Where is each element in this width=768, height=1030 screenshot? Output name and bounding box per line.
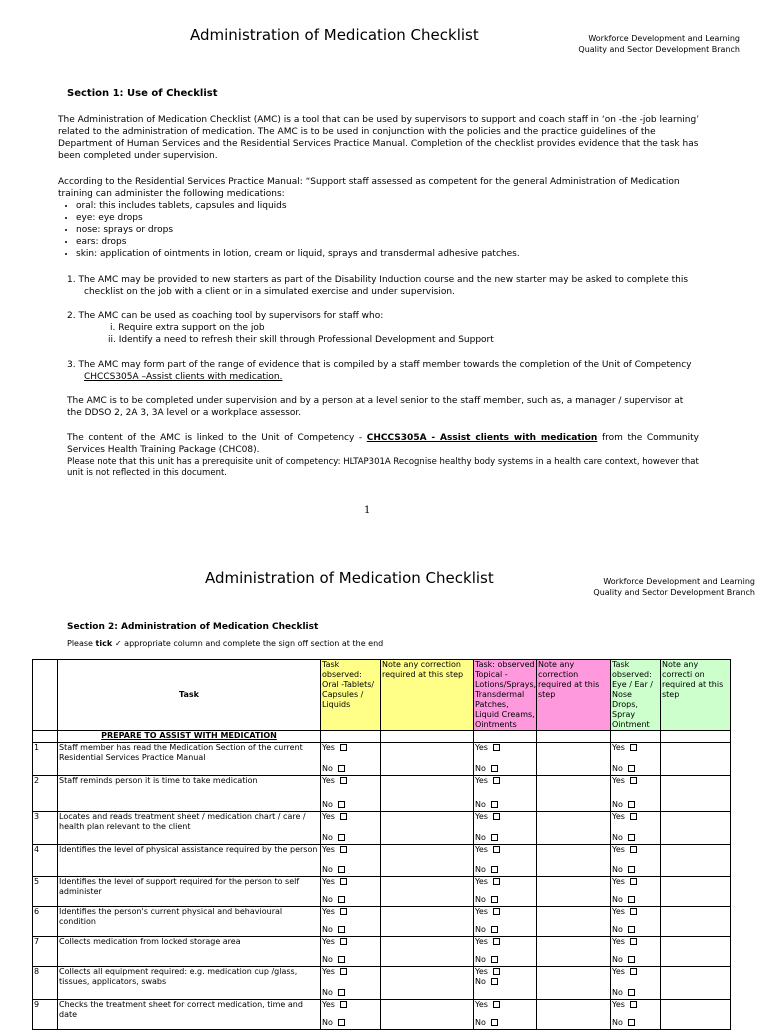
- no-option[interactable]: [475, 955, 535, 965]
- eye-observed-cell: [611, 1000, 661, 1030]
- row-number: 1: [33, 743, 58, 776]
- branch-line1: Workforce Development and Learning: [588, 34, 740, 43]
- yes-option[interactable]: [475, 743, 535, 753]
- checkbox-icon[interactable]: [493, 968, 500, 975]
- no-label: No: [475, 1018, 486, 1027]
- page2-branch: [555, 576, 755, 598]
- page2-title: Administration of Medication Checklist: [205, 569, 494, 587]
- competency-text: The content of the AMC is linked to the Unit of Competency -: [67, 433, 367, 443]
- checkbox-icon[interactable]: [338, 1019, 345, 1026]
- page-number: 1: [364, 505, 371, 516]
- yes-option[interactable]: [475, 877, 535, 887]
- correction-note-cell: [381, 937, 474, 967]
- checkbox-icon[interactable]: [340, 846, 347, 853]
- yes-option[interactable]: [612, 743, 659, 753]
- correction-note-cell: [381, 967, 474, 1000]
- correction-note-cell: [381, 877, 474, 907]
- yes-option[interactable]: [612, 937, 659, 947]
- yes-label: Yes: [612, 937, 625, 946]
- correction-note-cell: [661, 967, 731, 1000]
- numbered-item-2-ii: ii. Identify a need to refresh their skill through Professional Development and Support: [108, 335, 494, 345]
- section-cell: [321, 731, 381, 743]
- numbered-item-2: 2. The AMC can be used as coaching tool by supervisors for staff who:: [67, 311, 384, 321]
- no-label: No: [322, 800, 333, 809]
- no-option[interactable]: [322, 925, 379, 935]
- no-label: No: [475, 955, 486, 964]
- row-number: 3: [33, 812, 58, 845]
- yes-option[interactable]: [612, 967, 659, 977]
- correction-note-cell: [537, 907, 611, 937]
- branch-line2: Quality and Sector Development Branch: [578, 45, 740, 54]
- no-option[interactable]: [612, 988, 659, 998]
- checkbox-icon[interactable]: [338, 989, 345, 996]
- tick-instruction: [67, 639, 383, 648]
- no-option[interactable]: [475, 800, 535, 810]
- checkbox-icon[interactable]: [338, 801, 345, 808]
- no-option[interactable]: [322, 1018, 379, 1028]
- correction-note-cell: [381, 812, 474, 845]
- topical-observed-cell: [474, 1000, 537, 1030]
- yes-label: Yes: [475, 812, 488, 821]
- correction-note-cell: [661, 776, 731, 812]
- eye-observed-cell: [611, 776, 661, 812]
- checkbox-icon[interactable]: [338, 926, 345, 933]
- checkbox-icon[interactable]: [630, 878, 637, 885]
- yes-label: Yes: [612, 1000, 625, 1009]
- yes-label: Yes: [322, 812, 335, 821]
- task-description: Collects all equipment required: e.g. medication cup /glass, tissues, applicators, swabs: [58, 967, 321, 1000]
- no-label: No: [322, 833, 333, 842]
- oral-observed-cell: [321, 776, 381, 812]
- header-note-1: Note any correction required at this step: [381, 660, 474, 731]
- checkbox-icon[interactable]: [340, 1001, 347, 1008]
- checkbox-icon[interactable]: [630, 813, 637, 820]
- checkbox-icon[interactable]: [493, 908, 500, 915]
- header-note-2: Note any correction required at this step: [537, 660, 611, 731]
- checkbox-icon[interactable]: [491, 926, 498, 933]
- topical-observed-cell: [474, 743, 537, 776]
- checkbox-icon[interactable]: [340, 813, 347, 820]
- checkbox-icon[interactable]: [340, 744, 347, 751]
- row-number: 9: [33, 1000, 58, 1030]
- topical-observed-cell: [474, 907, 537, 937]
- no-option[interactable]: [612, 800, 659, 810]
- no-label: No: [322, 988, 333, 997]
- table-row: [33, 937, 731, 967]
- yes-option[interactable]: [612, 877, 659, 887]
- eye-observed-cell: [611, 743, 661, 776]
- checkbox-icon[interactable]: [491, 978, 498, 985]
- table-row: [33, 967, 731, 1000]
- checkbox-icon[interactable]: [340, 968, 347, 975]
- no-label: No: [322, 955, 333, 964]
- no-option[interactable]: [612, 925, 659, 935]
- section-cell: [537, 731, 611, 743]
- section-cell: [611, 731, 661, 743]
- table-row: [33, 877, 731, 907]
- yes-label: Yes: [475, 937, 488, 946]
- branch-line1: Workforce Development and Learning: [603, 577, 755, 586]
- oral-observed-cell: [321, 1000, 381, 1030]
- yes-option[interactable]: [322, 1000, 379, 1010]
- table-row: [33, 845, 731, 877]
- checkbox-icon[interactable]: [628, 834, 635, 841]
- no-label: No: [612, 988, 623, 997]
- no-label: No: [322, 895, 333, 904]
- no-label: No: [475, 833, 486, 842]
- correction-note-cell: [661, 812, 731, 845]
- header-blank: [33, 660, 58, 731]
- page1-title: Administration of Medication Checklist: [190, 26, 479, 44]
- header-eye: Task observed: Eye / Ear / Nose Drops, Spray Ointment: [611, 660, 661, 731]
- yes-label: Yes: [322, 845, 335, 854]
- no-label: No: [475, 764, 486, 773]
- eye-observed-cell: [611, 845, 661, 877]
- yes-option[interactable]: [612, 776, 659, 786]
- yes-label: Yes: [612, 877, 625, 886]
- yes-label: Yes: [612, 776, 625, 785]
- checkbox-icon[interactable]: [340, 777, 347, 784]
- no-option[interactable]: [612, 955, 659, 965]
- yes-label: Yes: [322, 967, 335, 976]
- yes-label: Yes: [322, 776, 335, 785]
- yes-option[interactable]: [475, 907, 535, 917]
- no-option[interactable]: [475, 895, 535, 905]
- no-option[interactable]: [322, 800, 379, 810]
- checkbox-icon[interactable]: [491, 765, 498, 772]
- no-label: No: [322, 925, 333, 934]
- header-topical: Task: observed Topical - Lotions/Sprays, Transdermal Patches, Liquid Creams, Ointments: [475, 660, 537, 729]
- checkbox-icon[interactable]: [491, 896, 498, 903]
- checkbox-icon[interactable]: [491, 801, 498, 808]
- eye-observed-cell: [611, 967, 661, 1000]
- no-option[interactable]: [475, 1018, 535, 1028]
- item3-text: 3. The AMC may form part of the range of evidence that is compiled by a staff member towards the completion of the Unit of Competency: [67, 360, 692, 370]
- supervision-paragraph: The AMC is to be completed under supervision and by a person at a level senior to the staff member, such as, a manager / supervisor at the DDSO 2, 2A 3, 3A level or a workplace assessor.: [67, 396, 684, 418]
- section-cell: [474, 731, 537, 743]
- row-number: 8: [33, 967, 58, 1000]
- correction-note-cell: [537, 743, 611, 776]
- manual-quote: According to the Residential Services Practice Manual: “Support staff assessed as competent for the general Administration of Medication training can administer the following medications:: [58, 177, 680, 199]
- topical-observed-cell: [474, 845, 537, 877]
- branch-line2: Quality and Sector Development Branch: [593, 588, 755, 597]
- task-description: Staff member has read the Medication Section of the current Residential Services Practice Manual: [58, 743, 321, 776]
- yes-option[interactable]: [612, 907, 659, 917]
- no-label: No: [322, 764, 333, 773]
- checkbox-icon[interactable]: [493, 846, 500, 853]
- instruction-text-end: appropriate column and complete the sign off section at the end: [121, 639, 384, 648]
- checkbox-icon[interactable]: [340, 908, 347, 915]
- no-option[interactable]: [475, 977, 535, 987]
- list-item: • skin: application of ointments in lotion, cream or liquid, sprays and transdermal adhesive patches.: [76, 248, 730, 260]
- no-label: No: [612, 895, 623, 904]
- oral-observed-cell: [321, 967, 381, 1000]
- oral-observed-cell: [321, 877, 381, 907]
- yes-option[interactable]: [322, 907, 379, 917]
- yes-label: Yes: [612, 743, 625, 752]
- numbered-item-2-i: i. Require extra support on the job: [110, 323, 265, 333]
- topical-observed-cell: [474, 967, 537, 1000]
- correction-note-cell: [661, 877, 731, 907]
- no-label: No: [612, 925, 623, 934]
- row-number: 4: [33, 845, 58, 877]
- oral-observed-cell: [321, 937, 381, 967]
- prepare-section-label: PREPARE TO ASSIST WITH MEDICATION: [58, 731, 321, 743]
- correction-note-cell: [537, 937, 611, 967]
- no-option[interactable]: [475, 865, 535, 875]
- topical-observed-cell: [474, 812, 537, 845]
- section-row-blank: [33, 731, 58, 743]
- correction-note-cell: [537, 1000, 611, 1030]
- checkbox-icon[interactable]: [491, 866, 498, 873]
- yes-option[interactable]: [322, 967, 379, 977]
- intro-paragraph: The Administration of Medication Checklist (AMC) is a tool that can be used by supervisors to support and coach staff in ‘on -the -job learning’ related to the administration of medication. The AMC is to be used in conjunction with the policies and the practice guidelines of the Department of Human Services and the Residential Services Practice Manual. Completion of the checklist provides evidence that the task has been completed under supervision.: [58, 115, 700, 161]
- table-row: [33, 776, 731, 812]
- yes-option[interactable]: [322, 845, 379, 855]
- table-row: [33, 812, 731, 845]
- correction-note-cell: [661, 1000, 731, 1030]
- oral-observed-cell: [321, 743, 381, 776]
- no-option[interactable]: [322, 833, 379, 843]
- topical-observed-cell: [474, 937, 537, 967]
- no-option[interactable]: [612, 865, 659, 875]
- correction-note-cell: [661, 937, 731, 967]
- correction-note-cell: [381, 845, 474, 877]
- checkbox-icon[interactable]: [338, 956, 345, 963]
- checkbox-icon[interactable]: [630, 744, 637, 751]
- competency-paragraph: [67, 432, 699, 456]
- section-cell: [661, 731, 731, 743]
- yes-label: Yes: [322, 907, 335, 916]
- yes-label: Yes: [475, 967, 488, 976]
- no-option[interactable]: [612, 1018, 659, 1028]
- checkbox-icon[interactable]: [493, 1001, 500, 1008]
- no-label: No: [475, 977, 486, 986]
- header-note-3: Note any correcti on required at this step: [661, 660, 731, 731]
- no-label: No: [612, 764, 623, 773]
- correction-note-cell: [381, 776, 474, 812]
- table-row: [33, 1000, 731, 1030]
- task-description: Identifies the level of physical assistance required by the person: [58, 845, 321, 877]
- yes-label: Yes: [322, 877, 335, 886]
- yes-option[interactable]: [475, 812, 535, 822]
- no-label: No: [475, 925, 486, 934]
- page1-branch: [540, 33, 740, 55]
- yes-label: Yes: [612, 812, 625, 821]
- checkbox-icon[interactable]: [338, 765, 345, 772]
- yes-label: Yes: [322, 1000, 335, 1009]
- no-label: No: [475, 895, 486, 904]
- checkbox-icon[interactable]: [628, 1019, 635, 1026]
- section2-heading: Section 2: Administration of Medication Checklist: [67, 622, 319, 632]
- checkbox-icon[interactable]: [493, 938, 500, 945]
- header-oral: Task observed: Oral -Tablets/ Capsules / Liquids: [321, 660, 381, 731]
- correction-note-cell: [537, 967, 611, 1000]
- row-number: 6: [33, 907, 58, 937]
- task-description: Checks the treatment sheet for correct medication, time and date: [58, 1000, 321, 1030]
- checkbox-icon[interactable]: [630, 1001, 637, 1008]
- correction-note-cell: [661, 743, 731, 776]
- no-label: No: [612, 865, 623, 874]
- yes-label: Yes: [322, 743, 335, 752]
- checkbox-icon[interactable]: [340, 878, 347, 885]
- task-description: Identifies the person's current physical and behavioural condition: [58, 907, 321, 937]
- correction-note-cell: [381, 1000, 474, 1030]
- competency-link[interactable]: CHCCS305A - Assist clients with medication: [366, 433, 598, 443]
- checkbox-icon[interactable]: [340, 938, 347, 945]
- topical-observed-cell: [474, 877, 537, 907]
- no-label: No: [612, 800, 623, 809]
- checkbox-icon[interactable]: [630, 846, 637, 853]
- checkbox-icon[interactable]: [338, 834, 345, 841]
- yes-label: Yes: [475, 776, 488, 785]
- checkbox-icon[interactable]: [493, 777, 500, 784]
- checkbox-icon[interactable]: [338, 866, 345, 873]
- task-header: Task: [58, 660, 321, 731]
- task-description: Collects medication from locked storage area: [58, 937, 321, 967]
- instruction-text: Please: [67, 639, 96, 648]
- no-option[interactable]: [475, 833, 535, 843]
- no-option[interactable]: [322, 988, 379, 998]
- checkbox-icon[interactable]: [630, 908, 637, 915]
- yes-option[interactable]: [475, 967, 535, 977]
- list-item: • eye: eye drops: [76, 212, 730, 224]
- no-label: No: [475, 800, 486, 809]
- list-item: • oral: this includes tablets, capsules and liquids: [76, 200, 730, 212]
- yes-option[interactable]: [475, 1000, 535, 1010]
- checkbox-icon[interactable]: [628, 956, 635, 963]
- checkbox-icon[interactable]: [628, 801, 635, 808]
- checkbox-icon[interactable]: [493, 744, 500, 751]
- yes-option[interactable]: [322, 743, 379, 753]
- numbered-item-1: 1. The AMC may be provided to new starters as part of the Disability Induction course and the new starter may be asked to complete this checklist on the job with a client or in a simulated exercise and under supervision.: [67, 275, 689, 297]
- section-row: [33, 731, 731, 743]
- checkbox-icon[interactable]: [491, 834, 498, 841]
- no-label: No: [475, 865, 486, 874]
- row-number: 2: [33, 776, 58, 812]
- no-option[interactable]: [322, 895, 379, 905]
- checkbox-icon[interactable]: [491, 956, 498, 963]
- yes-label: Yes: [475, 743, 488, 752]
- yes-label: Yes: [322, 937, 335, 946]
- no-label: No: [322, 1018, 333, 1027]
- correction-note-cell: [381, 907, 474, 937]
- yes-option[interactable]: [475, 845, 535, 855]
- no-label: No: [612, 1018, 623, 1027]
- medication-types-list: [58, 200, 730, 260]
- row-number: 5: [33, 877, 58, 907]
- topical-observed-cell: [474, 776, 537, 812]
- yes-label: Yes: [475, 877, 488, 886]
- yes-option[interactable]: [475, 937, 535, 947]
- no-option[interactable]: [612, 895, 659, 905]
- task-description: Staff reminds person it is time to take medication: [58, 776, 321, 812]
- yes-label: Yes: [475, 907, 488, 916]
- yes-label: Yes: [475, 845, 488, 854]
- yes-option[interactable]: [475, 776, 535, 786]
- yes-option[interactable]: [322, 776, 379, 786]
- checkbox-icon[interactable]: [628, 989, 635, 996]
- list-item: • nose: sprays or drops: [76, 224, 730, 236]
- yes-option[interactable]: [322, 812, 379, 822]
- yes-label: Yes: [612, 845, 625, 854]
- table-row: [33, 743, 731, 776]
- eye-observed-cell: [611, 907, 661, 937]
- correction-note-cell: [661, 845, 731, 877]
- tick-label: tick ✓: [95, 639, 122, 648]
- correction-note-cell: [381, 743, 474, 776]
- no-option[interactable]: [475, 764, 535, 774]
- no-option[interactable]: [612, 764, 659, 774]
- checkbox-icon[interactable]: [628, 926, 635, 933]
- section1-heading: Section 1: Use of Checklist: [67, 88, 218, 99]
- checkbox-icon[interactable]: [630, 938, 637, 945]
- prerequisite-note: Please note that this unit has a prerequisite unit of competency: HLTAP301A Recognise healthy body systems in a health care context, however that unit is not reflected in this document.: [67, 457, 699, 478]
- oral-observed-cell: [321, 907, 381, 937]
- checkbox-icon[interactable]: [628, 765, 635, 772]
- task-rows: [33, 743, 731, 1030]
- unit-link[interactable]: CHCCS305A –Assist clients with medication.: [84, 372, 283, 382]
- table-header-row: [33, 660, 731, 731]
- row-number: 7: [33, 937, 58, 967]
- oral-observed-cell: [321, 845, 381, 877]
- numbered-item-3: [67, 359, 728, 383]
- checkbox-icon[interactable]: [630, 968, 637, 975]
- yes-label: Yes: [612, 967, 625, 976]
- eye-observed-cell: [611, 937, 661, 967]
- yes-option[interactable]: [322, 937, 379, 947]
- yes-label: Yes: [612, 907, 625, 916]
- task-description: Locates and reads treatment sheet / medication chart / care / health plan relevant to the client: [58, 812, 321, 845]
- eye-observed-cell: [611, 812, 661, 845]
- oral-observed-cell: [321, 812, 381, 845]
- correction-note-cell: [661, 907, 731, 937]
- task-description: Identifies the level of support required for the person to self administer: [58, 877, 321, 907]
- correction-note-cell: [537, 845, 611, 877]
- section-cell: [381, 731, 474, 743]
- yes-option[interactable]: [612, 1000, 659, 1010]
- checkbox-icon[interactable]: [493, 878, 500, 885]
- checkbox-icon[interactable]: [628, 866, 635, 873]
- yes-option[interactable]: [612, 812, 659, 822]
- no-label: No: [612, 955, 623, 964]
- checkbox-icon[interactable]: [630, 777, 637, 784]
- checkbox-icon[interactable]: [491, 1019, 498, 1026]
- medication-checklist-table: [32, 659, 731, 1030]
- yes-option[interactable]: [612, 845, 659, 855]
- checkbox-icon[interactable]: [628, 896, 635, 903]
- yes-option[interactable]: [322, 877, 379, 887]
- no-option[interactable]: [612, 833, 659, 843]
- no-label: No: [322, 865, 333, 874]
- correction-note-cell: [537, 877, 611, 907]
- no-label: No: [612, 833, 623, 842]
- eye-observed-cell: [611, 877, 661, 907]
- list-item: • ears: drops: [76, 236, 730, 248]
- yes-label: Yes: [475, 1000, 488, 1009]
- no-option[interactable]: [322, 955, 379, 965]
- table-row: [33, 907, 731, 937]
- no-option[interactable]: [322, 764, 379, 774]
- no-option[interactable]: [322, 865, 379, 875]
- correction-note-cell: [537, 776, 611, 812]
- checkbox-icon[interactable]: [493, 813, 500, 820]
- competency-text-end: from the Community Services Health Training Package (CHC08).: [67, 433, 699, 455]
- checkbox-icon[interactable]: [338, 896, 345, 903]
- correction-note-cell: [537, 812, 611, 845]
- no-option[interactable]: [475, 925, 535, 935]
